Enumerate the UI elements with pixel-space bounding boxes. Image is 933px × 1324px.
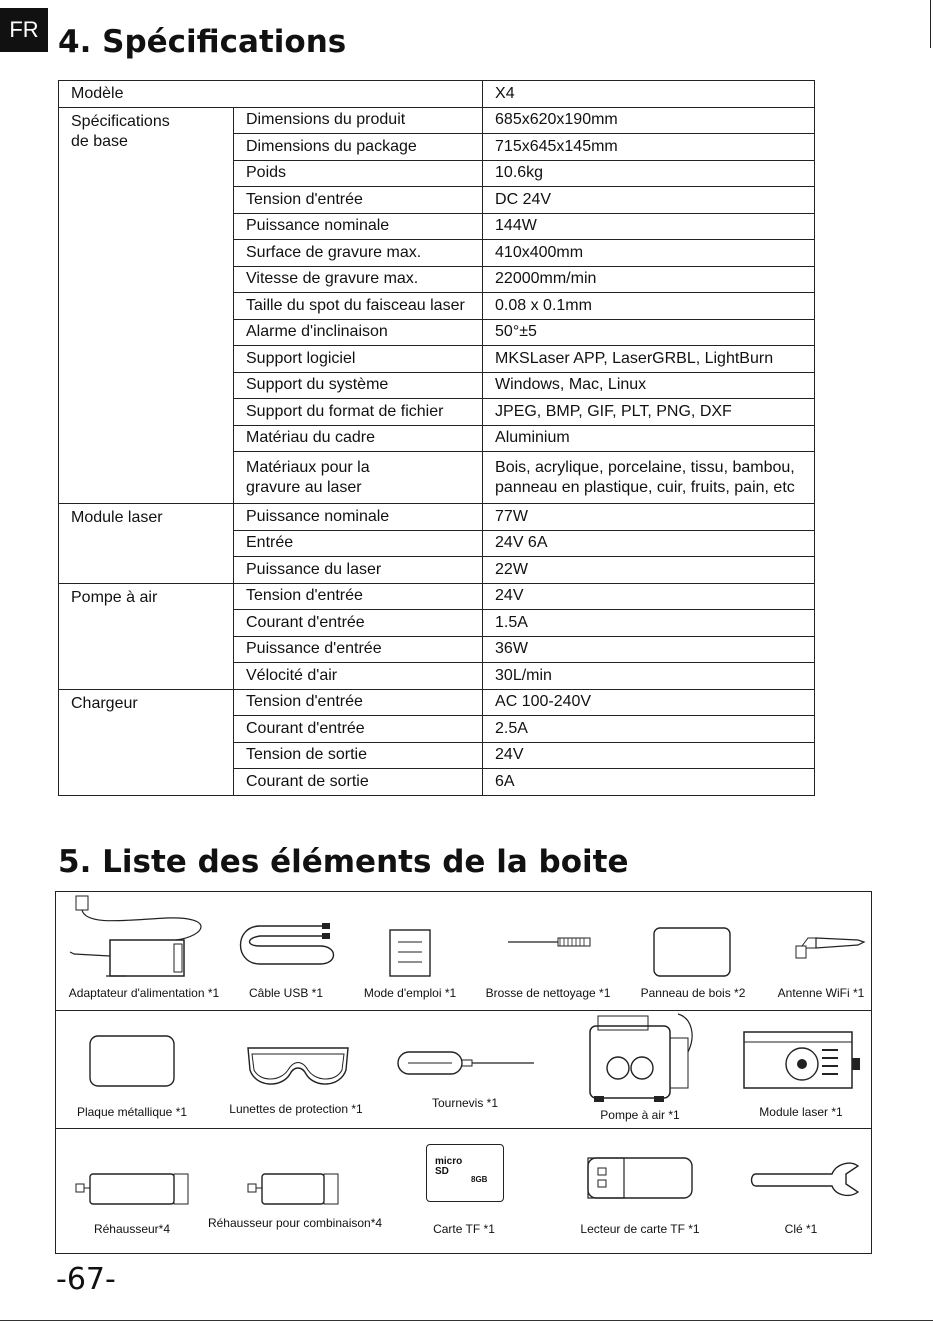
- spec-value: 50°±5: [483, 319, 815, 346]
- spec-value: 22W: [483, 557, 815, 584]
- spec-value: 36W: [483, 636, 815, 663]
- item-caption: Panneau de bois *2: [640, 986, 746, 1000]
- footer-line: [0, 1320, 933, 1321]
- screwdriver-icon: [396, 1048, 536, 1078]
- spec-label: Courant d'entrée: [234, 716, 483, 743]
- spec-label: Vitesse de gravure max.: [234, 266, 483, 293]
- spec-label: Dimensions du produit: [234, 107, 483, 134]
- item-caption: Adaptateur d'alimentation *1: [68, 986, 220, 1000]
- spec-value: 6A: [483, 769, 815, 796]
- row-divider: [56, 1128, 871, 1129]
- language-tab: FR: [0, 8, 48, 52]
- spec-label: Tension d'entrée: [234, 689, 483, 716]
- item-caption: Lunettes de protection *1: [229, 1102, 363, 1116]
- spec-label: Support du format de fichier: [234, 399, 483, 426]
- spec-label: Puissance du laser: [234, 557, 483, 584]
- spec-label: Puissance nominale: [234, 213, 483, 240]
- spec-label: Tension de sortie: [234, 742, 483, 769]
- spec-value: 10.6kg: [483, 160, 815, 187]
- spec-value: 144W: [483, 213, 815, 240]
- spec-label: Dimensions du package: [234, 134, 483, 161]
- table-row: [59, 81, 815, 108]
- spec-value: 22000mm/min: [483, 266, 815, 293]
- section-4-title: 4. Spécifications: [58, 24, 347, 60]
- spec-value: 410x400mm: [483, 240, 815, 267]
- spec-value: 30L/min: [483, 663, 815, 690]
- table-row: [59, 583, 815, 610]
- safety-glasses-icon: [242, 1044, 354, 1090]
- spec-value: AC 100-240V: [483, 689, 815, 716]
- group-name: Chargeur: [59, 689, 234, 795]
- table-row: [59, 504, 815, 531]
- wifi-antenna-icon: [794, 932, 868, 962]
- item-caption: Réhausseur pour combinaison*4: [207, 1216, 383, 1230]
- box-contents-panel: [55, 891, 872, 1254]
- spec-value: MKSLaser APP, LaserGRBL, LightBurn: [483, 346, 815, 373]
- tf-card-icon: [426, 1144, 504, 1202]
- item-caption: Module laser *1: [759, 1105, 843, 1119]
- spec-label: Matériaux pour la gravure au laser: [234, 452, 483, 504]
- edge-line: [930, 0, 931, 48]
- spec-value: JPEG, BMP, GIF, PLT, PNG, DXF: [483, 399, 815, 426]
- wrench-icon: [750, 1160, 862, 1200]
- spec-value: Aluminium: [483, 425, 815, 452]
- spec-value: DC 24V: [483, 187, 815, 214]
- cleaning-brush-icon: [506, 934, 592, 950]
- group-name: Spécifications de base: [59, 107, 234, 504]
- spec-label: Alarme d'inclinaison: [234, 319, 483, 346]
- item-caption: Brosse de nettoyage *1: [485, 986, 611, 1000]
- spec-value: 1.5A: [483, 610, 815, 637]
- spec-label: Entrée: [234, 530, 483, 557]
- spec-value: 2.5A: [483, 716, 815, 743]
- spec-value: 715x645x145mm: [483, 134, 815, 161]
- group-name: Module laser: [59, 504, 234, 584]
- item-caption: Tournevis *1: [431, 1096, 499, 1110]
- spec-value: 685x620x190mm: [483, 107, 815, 134]
- riser-icon: [74, 1170, 192, 1208]
- spec-label: Puissance nominale: [234, 504, 483, 531]
- spec-label: Support logiciel: [234, 346, 483, 373]
- spec-label: Vélocité d'air: [234, 663, 483, 690]
- item-caption: Clé *1: [784, 1222, 818, 1236]
- spec-value: 24V 6A: [483, 530, 815, 557]
- table-row: [59, 689, 815, 716]
- spec-label: Support du système: [234, 372, 483, 399]
- spec-value: Bois, acrylique, porcelaine, tissu, bambou, panneau en plastique, cuir, fruits, pain, etc: [483, 452, 815, 504]
- power-adapter-icon: [66, 896, 191, 982]
- metal-plate-icon: [88, 1034, 176, 1088]
- spec-label: Taille du spot du faisceau laser: [234, 293, 483, 320]
- item-caption: Lecteur de carte TF *1: [580, 1222, 700, 1236]
- spec-label: Tension d'entrée: [234, 187, 483, 214]
- model-label: Modèle: [59, 81, 483, 108]
- table-row: [59, 107, 815, 134]
- item-caption: Carte TF *1: [433, 1222, 495, 1236]
- wood-panel-icon: [652, 926, 734, 978]
- sd-brand: micro SD: [435, 1156, 463, 1177]
- group-name: Pompe à air: [59, 583, 234, 689]
- laser-module-icon: [742, 1028, 864, 1098]
- spec-value: 0.08 x 0.1mm: [483, 293, 815, 320]
- item-caption: Réhausseur*4: [93, 1222, 171, 1236]
- spec-label: Puissance d'entrée: [234, 636, 483, 663]
- spec-label: Courant d'entrée: [234, 610, 483, 637]
- item-caption: Pompe à air *1: [600, 1108, 680, 1122]
- spec-label: Courant de sortie: [234, 769, 483, 796]
- item-caption: Plaque métallique *1: [76, 1105, 188, 1119]
- spec-value: 24V: [483, 583, 815, 610]
- page-number: -67-: [56, 1262, 116, 1297]
- usb-cable-icon: [230, 916, 342, 972]
- spec-label: Surface de gravure max.: [234, 240, 483, 267]
- spec-value: 24V: [483, 742, 815, 769]
- spec-value: 77W: [483, 504, 815, 531]
- section-5-title: 5. Liste des éléments de la boite: [58, 844, 629, 880]
- item-caption: Antenne WiFi *1: [777, 986, 865, 1000]
- air-pump-icon: [584, 1012, 696, 1106]
- item-caption: Câble USB *1: [248, 986, 324, 1000]
- item-caption: Mode d'emploi *1: [363, 986, 457, 1000]
- combination-riser-icon: [246, 1170, 344, 1208]
- spec-table: [58, 80, 815, 796]
- row-divider: [56, 1010, 871, 1011]
- spec-label: Tension d'entrée: [234, 583, 483, 610]
- manual-icon: [388, 928, 432, 978]
- card-reader-icon: [586, 1154, 694, 1200]
- spec-value: Windows, Mac, Linux: [483, 372, 815, 399]
- sd-capacity: 8GB: [471, 1175, 488, 1184]
- spec-label: Poids: [234, 160, 483, 187]
- model-value: X4: [483, 81, 815, 108]
- spec-label: Matériau du cadre: [234, 425, 483, 452]
